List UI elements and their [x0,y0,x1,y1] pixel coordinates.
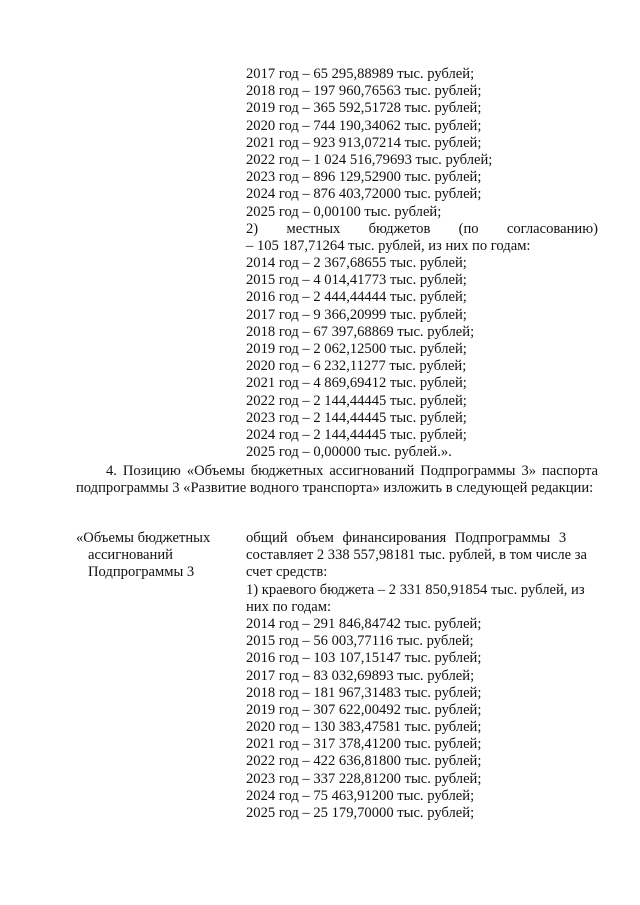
list-item: 2015 год – 4 014,41773 тыс. рублей; [246,272,467,289]
list-item: 2018 год – 181 967,31483 тыс. рублей; [246,684,482,701]
list-item: 2015 год – 56 003,77116 тыс. рублей; [246,633,474,650]
word: бюджетов [368,220,431,237]
list-item: 2024 год – 2 144,44445 тыс. рублей; [246,426,467,443]
list-item: 2025 год – 0,00000 тыс. рублей.». [246,444,452,461]
list-item: 2021 год – 317 378,41200 тыс. рублей; [246,736,482,753]
list-item: 2022 год – 422 636,81800 тыс. рублей; [246,753,482,770]
table-intro-line: составляет 2 338 557,98181 тыс. рублей, в том числе за [246,547,588,564]
table-intro-line: счет средств: [246,564,328,581]
list-item: 2023 год – 2 144,44445 тыс. рублей; [246,409,467,426]
list-item: 2024 год – 876 403,72000 тыс. рублей; [246,186,482,203]
table-right-cell [246,530,598,822]
list-item: 2023 год – 896 129,52900 тыс. рублей; [246,169,482,186]
intro-text: общий объем финансирования Подпрограммы 3 [246,530,567,546]
funding-list-top [246,66,598,461]
table-left-cell [76,530,236,582]
list-item: 2017 год – 9 366,20999 тыс. рублей; [246,306,467,323]
list-item: 2016 год – 2 444,44444 тыс. рублей; [246,289,467,306]
list-item: 2020 год – 6 232,11277 тыс. рублей; [246,358,467,375]
list-item: 2017 год – 65 295,88989 тыс. рублей; [246,66,475,82]
word: местных [286,220,341,237]
list-item: 2017 год – 83 032,69893 тыс. рублей; [246,667,475,684]
list-item: 2025 год – 25 179,70000 тыс. рублей; [246,805,475,821]
word: 2) [246,220,259,237]
list-item: 2019 год – 365 592,51728 тыс. рублей; [246,100,482,117]
list-item: 2018 год – 197 960,76563 тыс. рублей; [246,83,482,100]
word: (по [458,220,479,237]
regional-budget-heading: них по годам: [246,598,332,615]
list-item: 2020 год – 744 190,34062 тыс. рублей; [246,117,482,134]
list-item: 2020 год – 130 383,47581 тыс. рублей; [246,719,482,736]
list-item: 2014 год – 2 367,68655 тыс. рублей; [246,255,467,272]
regional-budget-heading: 1) краевого бюджета – 2 331 850,91854 тыс. рублей, из [246,581,585,598]
list-item: 2016 год – 103 107,15147 тыс. рублей; [246,650,482,667]
list-item: 2019 год – 2 062,12500 тыс. рублей; [246,341,467,357]
table-intro-line [246,530,598,547]
list-item: 2024 год – 75 463,91200 тыс. рублей; [246,787,475,804]
list-item: 2021 год – 4 869,69412 тыс. рублей; [246,375,467,392]
list-item: 2022 год – 2 144,44445 тыс. рублей; [246,392,467,409]
table-label-line: Подпрограммы 3 [88,564,195,581]
local-budget-total: – 105 187,71264 тыс. рублей, из них по годам: [246,237,531,254]
table-label-line: «Объемы бюджетных [76,530,211,546]
list-item: 2025 год – 0,00100 тыс. рублей; [246,203,442,220]
paragraph-4 [76,463,598,497]
list-item: 2023 год – 337 228,81200 тыс. рублей; [246,770,482,787]
list-item: 2019 год – 307 622,00492 тыс. рублей; [246,701,482,718]
table-label-line: ассигнований [88,547,173,564]
list-item: 2021 год – 923 913,07214 тыс. рублей; [246,134,482,151]
paragraph-text: 4. Позицию «Объемы бюджетных ассигнований Подпрограммы 3» паспорта подпрограммы 3 «Развитие водного транспорта» изложить в следующей редакции: [76,463,598,497]
local-budget-heading [246,221,598,238]
list-item: 2018 год – 67 397,68869 тыс. рублей; [246,323,475,340]
list-item: 2022 год – 1 024 516,79693 тыс. рублей; [246,151,493,168]
list-item: 2014 год – 291 846,84742 тыс. рублей; [246,615,482,632]
word: согласованию) [506,220,598,237]
